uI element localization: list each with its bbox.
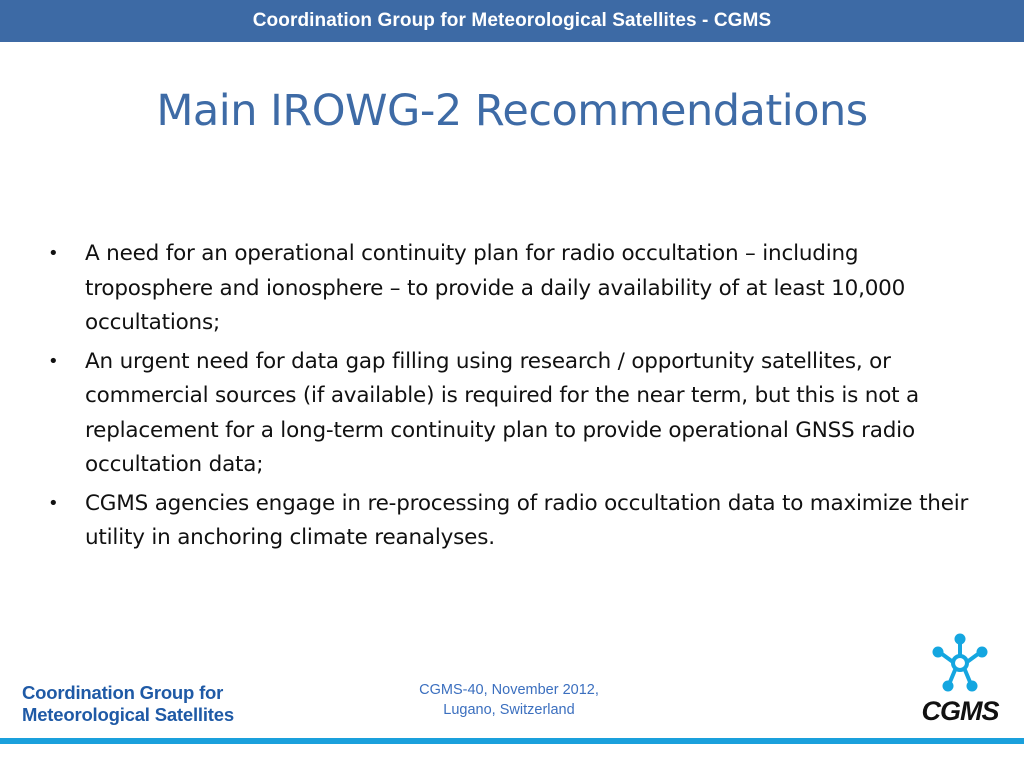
- bullet-list: [42, 237, 972, 560]
- logo-text: CGMS: [921, 696, 999, 726]
- bullet-dot-icon: •: [48, 243, 59, 264]
- footer-event: [380, 680, 638, 720]
- header-title: Coordination Group for Meteorological Satellites - CGMS: [252, 10, 772, 31]
- bullet-item: [42, 237, 972, 341]
- satellite-network-icon: [926, 632, 994, 694]
- bullet-text: A need for an operational continuity plan for radio occultation – including troposphere and ionosphere – to provide a daily availability of at least 10,000 occultations;: [85, 241, 906, 335]
- footer-organization: [22, 682, 234, 726]
- footer-org-line1: Coordination Group for: [22, 682, 224, 703]
- footer-event-line2: Lugano, Switzerland: [443, 702, 575, 718]
- slide-title: Main IROWG-2 Recommendations: [156, 86, 868, 136]
- cgms-logo: [904, 632, 1016, 724]
- footer-org-line2: Meteorological Satellites: [22, 704, 234, 725]
- header-bar: [0, 0, 1024, 42]
- bullet-item: [42, 345, 972, 483]
- bullet-item: [42, 487, 972, 556]
- bottom-rule: [0, 738, 1024, 744]
- bullet-dot-icon: •: [48, 492, 59, 514]
- bullet-text: CGMS agencies engage in re-processing of radio occultation data to maximize their utility in anchoring climate reanalyses.: [85, 490, 969, 550]
- footer-event-line1: CGMS-40, November 2012,: [419, 682, 599, 698]
- bullet-text: An urgent need for data gap filling using research / opportunity satellites, or commercial sources (if available) is required for the near term, but this is not a replacement for a long-term continuity plan to provide operational GNSS radio occultation data;: [85, 348, 920, 477]
- bullet-dot-icon: •: [48, 350, 59, 372]
